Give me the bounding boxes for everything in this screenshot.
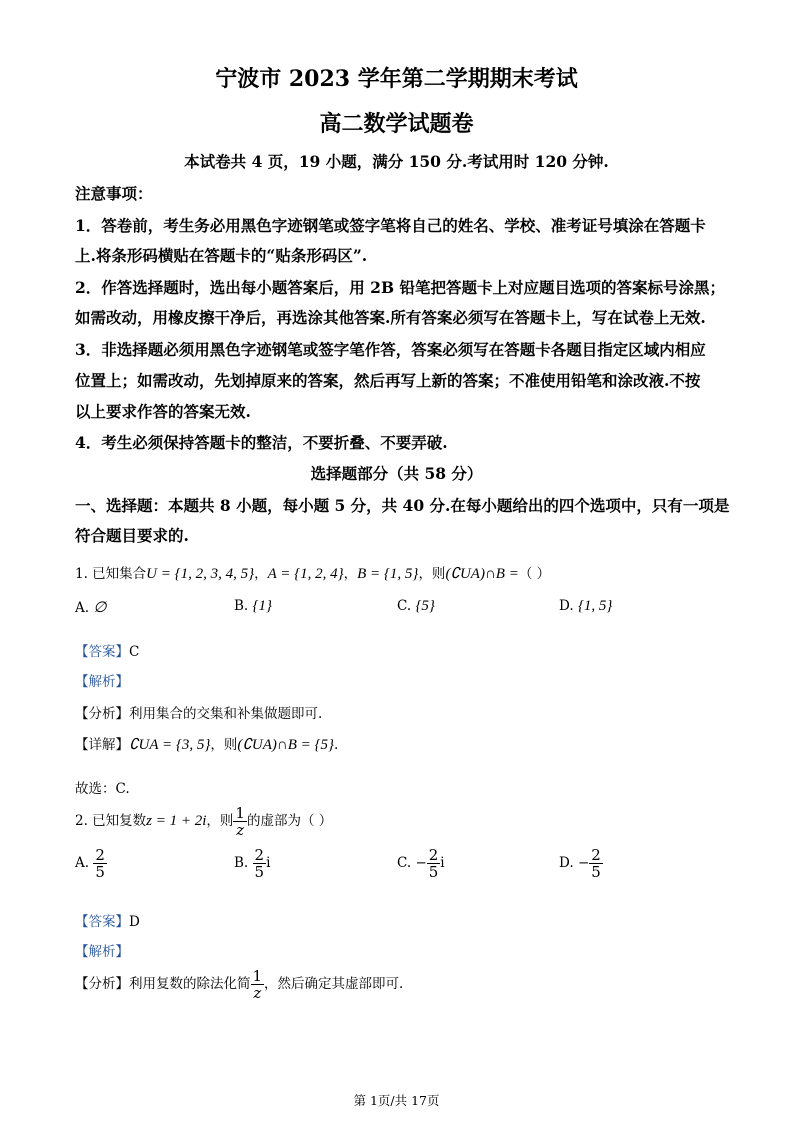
note-line: 2．作答选择题时，选出每小题答案后，用 2B 铅笔把答题卡上对应题目选项的答案标号涂黑； bbox=[75, 278, 725, 297]
note-line: 位置上；如需改动，先划掉原来的答案，然后再写上新的答案；不准使用铅笔和涂改液.不按 bbox=[75, 371, 701, 390]
analysis-tag: 【解析】 bbox=[75, 944, 129, 960]
option-label: A. bbox=[75, 600, 90, 616]
option-label: B. bbox=[234, 855, 249, 871]
option-b bbox=[234, 598, 272, 615]
set-u: U = {1, 2, 3, 4, 5} bbox=[146, 566, 255, 582]
option-value: {1, 5} bbox=[577, 598, 613, 614]
section-intro: 符合题目要求的. bbox=[75, 526, 189, 545]
separator: ， bbox=[254, 566, 268, 582]
answer-value: D bbox=[129, 914, 140, 930]
answer-line bbox=[75, 640, 139, 660]
answer-line bbox=[75, 910, 140, 930]
note-line: 以上要求作答的答案无效. bbox=[75, 402, 251, 421]
detail-end: . bbox=[334, 737, 339, 753]
fraction-one-over-z bbox=[251, 968, 265, 1001]
fraction-denominator: 5 bbox=[95, 863, 105, 881]
option-fraction bbox=[253, 847, 267, 880]
option-d bbox=[559, 598, 612, 615]
question-1-expression: (∁UA)∩B = bbox=[445, 566, 519, 582]
fenxi-text: 利用集合的交集和补集做题即可. bbox=[129, 706, 323, 722]
option-fraction bbox=[589, 847, 603, 880]
conclusion: 故选：C. bbox=[75, 781, 130, 797]
fraction-denominator: z bbox=[236, 821, 245, 839]
note-line: 上.将条形码横贴在答题卡的“贴条形码区”. bbox=[75, 246, 368, 265]
notes-heading: 注意事项： bbox=[75, 184, 153, 203]
fraction-numerator: 2 bbox=[591, 846, 601, 864]
question-1 bbox=[75, 562, 550, 583]
complex-z: z = 1 + 2i bbox=[146, 813, 207, 829]
note-line: 3．非选择题必须用黑色字迹钢笔或签字笔作答，答案必须写在答题卡各题目指定区域内相应 bbox=[75, 340, 706, 359]
option-unit: i bbox=[266, 855, 271, 871]
option-label: D. bbox=[559, 598, 574, 614]
paper-subtitle: 高二数学试题卷 bbox=[319, 111, 474, 137]
question-2-prefix: 2. 已知复数 bbox=[75, 813, 147, 829]
option-fraction bbox=[427, 847, 441, 880]
option-label: B. bbox=[234, 598, 249, 614]
note-line: 4．考生必须保持答题卡的整洁，不要折叠、不要弄破. bbox=[75, 433, 448, 452]
answer-tag: 【答案】 bbox=[75, 644, 129, 660]
option-value: {1} bbox=[252, 598, 273, 614]
question-1-prefix: 1. 已知集合 bbox=[75, 566, 147, 582]
fenxi-tag: 【分析】 bbox=[75, 706, 129, 722]
option-d bbox=[559, 845, 603, 881]
option-a bbox=[75, 845, 107, 881]
option-label: D. bbox=[559, 855, 574, 871]
fraction-denominator: 5 bbox=[591, 863, 601, 881]
option-value: {5} bbox=[415, 598, 435, 614]
fraction-numerator: 1 bbox=[252, 967, 263, 985]
fraction-denominator: z bbox=[253, 984, 262, 1002]
question-1-then: ，则 bbox=[418, 566, 446, 582]
page-number: 第 1页/共 17页 bbox=[353, 1093, 440, 1108]
set-a: A = {1, 2, 4} bbox=[267, 566, 344, 582]
option-sign: − bbox=[415, 855, 427, 871]
fraction-numerator: 2 bbox=[95, 846, 105, 864]
fenxi-tag: 【分析】 bbox=[75, 976, 129, 992]
question-2-suffix: 的虚部为（ ） bbox=[246, 813, 333, 829]
exam-title: 宁波市 2023 学年第二学期期末考试 bbox=[215, 66, 578, 92]
answer-tag: 【答案】 bbox=[75, 914, 129, 930]
fraction-numerator: 2 bbox=[254, 846, 265, 864]
analysis-tag: 【解析】 bbox=[75, 674, 129, 690]
fraction-numerator: 1 bbox=[235, 804, 245, 822]
fraction-denominator: 5 bbox=[428, 863, 439, 881]
analysis-line bbox=[75, 702, 322, 722]
exam-info: 本试卷共 4 页，19 小题，满分 150 分.考试用时 120 分钟. bbox=[184, 152, 609, 171]
separator: ， bbox=[343, 566, 358, 582]
set-b: B = {1, 5} bbox=[357, 566, 419, 582]
fraction-numerator: 2 bbox=[428, 846, 439, 864]
fenxi-text: 利用复数的除法化简 bbox=[129, 976, 251, 992]
option-label: C. bbox=[397, 855, 412, 871]
detail-complement: ∁UA = {3, 5} bbox=[129, 737, 211, 753]
option-sign: − bbox=[577, 855, 590, 871]
option-c bbox=[397, 845, 445, 881]
option-label: C. bbox=[397, 598, 412, 614]
fraction-denominator: 5 bbox=[254, 863, 265, 881]
question-2-then: ，则 bbox=[206, 813, 234, 829]
detail-sep: ，则 bbox=[210, 737, 238, 753]
note-line: 1．答卷前，考生务必用黑色字迹钢笔或签字笔将自己的姓名、学校、准考证号填涂在答题卡 bbox=[75, 216, 706, 235]
option-fraction bbox=[93, 847, 107, 880]
option-label: A. bbox=[75, 855, 90, 871]
option-a bbox=[75, 598, 106, 617]
analysis-line bbox=[75, 966, 403, 1002]
note-line: 如需改动，用橡皮擦干净后，再选涂其他答案.所有答案必须写在答题卡上，写在试卷上无效. bbox=[75, 308, 706, 327]
fenxi-text: ，然后确定其虚部即可. bbox=[264, 976, 404, 992]
section-title: 选择题部分（共 58 分） bbox=[310, 464, 483, 483]
question-2 bbox=[75, 803, 332, 839]
option-b bbox=[234, 845, 270, 881]
detail-result: (∁UA)∩B = {5} bbox=[237, 737, 335, 753]
option-unit: i bbox=[440, 855, 445, 871]
option-c bbox=[397, 598, 435, 615]
answer-blank: （ ） bbox=[518, 566, 551, 582]
section-intro: 一、选择题：本题共 8 小题，每小题 5 分，共 40 分.在每小题给出的四个选项中，只有一项是 bbox=[75, 496, 730, 515]
option-value: ∅ bbox=[93, 600, 107, 616]
detail-line bbox=[75, 733, 338, 754]
answer-value: C bbox=[129, 644, 140, 660]
fraction-one-over-z bbox=[233, 805, 247, 838]
detail-tag: 【详解】 bbox=[75, 737, 129, 753]
